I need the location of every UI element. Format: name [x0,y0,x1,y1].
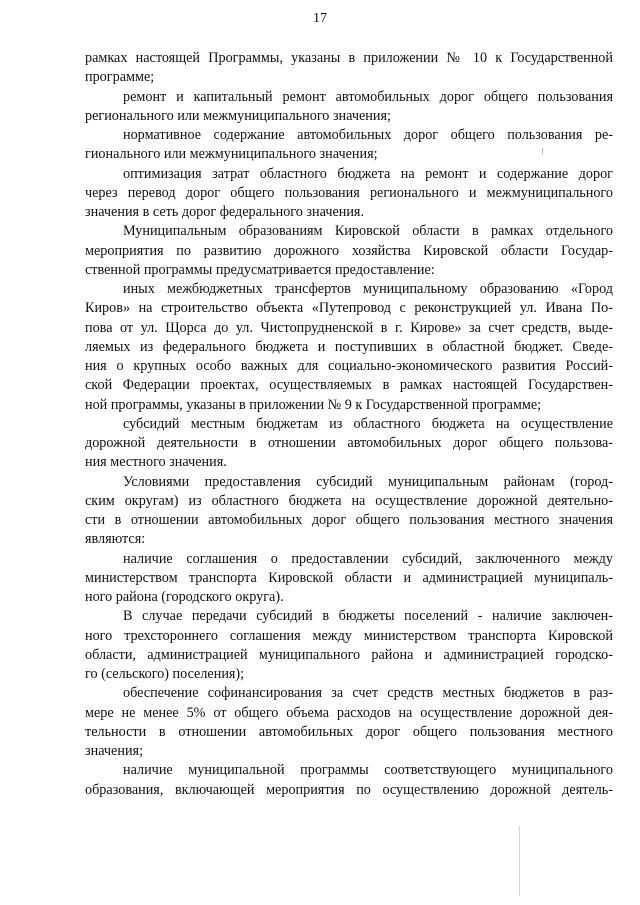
text-line: ляемых из федерального бюджета и поступивших в областной бюджет. Сведе- [85,338,613,355]
text-line: дорожной деятельности в отношении автомобильных дорог общего пользова- [85,435,613,451]
text-line: тельности в отношении автомобильных дорог общего пользования местного [85,723,613,740]
text-line: оптимизация затрат областного бюджета на ремонт и содержание дорог [123,165,613,182]
text-line: Киров» на строительство объекта «Путепровод с реконструкцией ул. Ивана По- [85,300,613,317]
body-text [85,49,613,800]
text-line: Условиями предоставления субсидий муниципальным районам (город- [123,473,613,490]
text-line: ного района (городского округа). [85,589,284,605]
text-line: В случае передачи субсидий в бюджеты поселений - наличие заключен- [123,608,613,625]
text-line: иных межбюджетных трансфертов муниципальному образованию «Город [123,281,613,297]
text-line: ским округам) из областного бюджета на осуществление дорожной деятельно- [85,492,613,509]
text-line: являются: [85,531,146,548]
text-line: ния местного значения. [85,454,227,471]
text-line: мероприятия по развитию дорожного хозяйства Кировской области Государ- [85,242,613,259]
scan-mark [542,148,543,154]
text-line: го (сельского) поселения); [85,666,245,682]
text-line: значения в сеть дорог федерального значения. [85,204,365,220]
text-line: ной программы, указаны в приложении № 9 к Государственной программе; [85,396,542,413]
text-line: гионального или межмуниципального значения; [85,146,378,163]
text-line: министерством транспорта Кировской области и администрацией муниципаль- [85,569,613,586]
text-line: программе; [85,69,155,86]
text-line: сти в отношении автомобильных дорог общего пользования местного значения [85,512,613,528]
text-line: обеспечение софинансирования за счет средств местных бюджетов в раз- [123,685,613,702]
text-line: Муниципальным образованиям Кировской области в рамках отдельного [123,223,613,240]
page-number: 17 [313,11,327,26]
text-line: ния о крупных особо важных для социально-экономического развития Россий- [85,358,613,374]
text-line: ного трехстороннего соглашения между министерством транспорта Кировской [85,627,613,644]
text-line: пова от ул. Щорса до ул. Чистопрудненской в г. Кирове» за счет средств, выде- [85,319,613,336]
text-line: значения; [85,743,144,759]
text-line: рамках настоящей Программы, указаны в приложении № 10 к Государственной [85,50,613,66]
text-line: нормативное содержание автомобильных дорог общего пользования ре- [123,127,613,143]
text-line: области, администрацией муниципального района и администрацией городско- [85,646,613,663]
scan-mark [519,826,520,896]
text-line: через перевод дорог общего пользования регионального и межмуниципального [85,184,613,201]
text-line: мере не менее 5% от общего объема расходов на осуществление дорожной дея- [85,704,613,721]
text-line: регионального или межмуниципального значения; [85,107,391,124]
text-line: образования, включающей мероприятия по осуществлению дорожной деятель- [85,781,613,798]
text-line: ственной программы предусматривается предоставление: [85,261,435,278]
text-line: наличие муниципальной программы соответствующего муниципального [123,762,613,779]
text-line: ской Федерации проектах, осуществляемых в рамках настоящей Государствен- [85,377,613,394]
text-line: наличие соглашения о предоставлении субсидий, заключенного между [123,550,613,567]
text-line: субсидий местным бюджетам из областного бюджета на осуществление [123,415,613,432]
text-line: ремонт и капитальный ремонт автомобильных дорог общего пользования [123,88,613,105]
